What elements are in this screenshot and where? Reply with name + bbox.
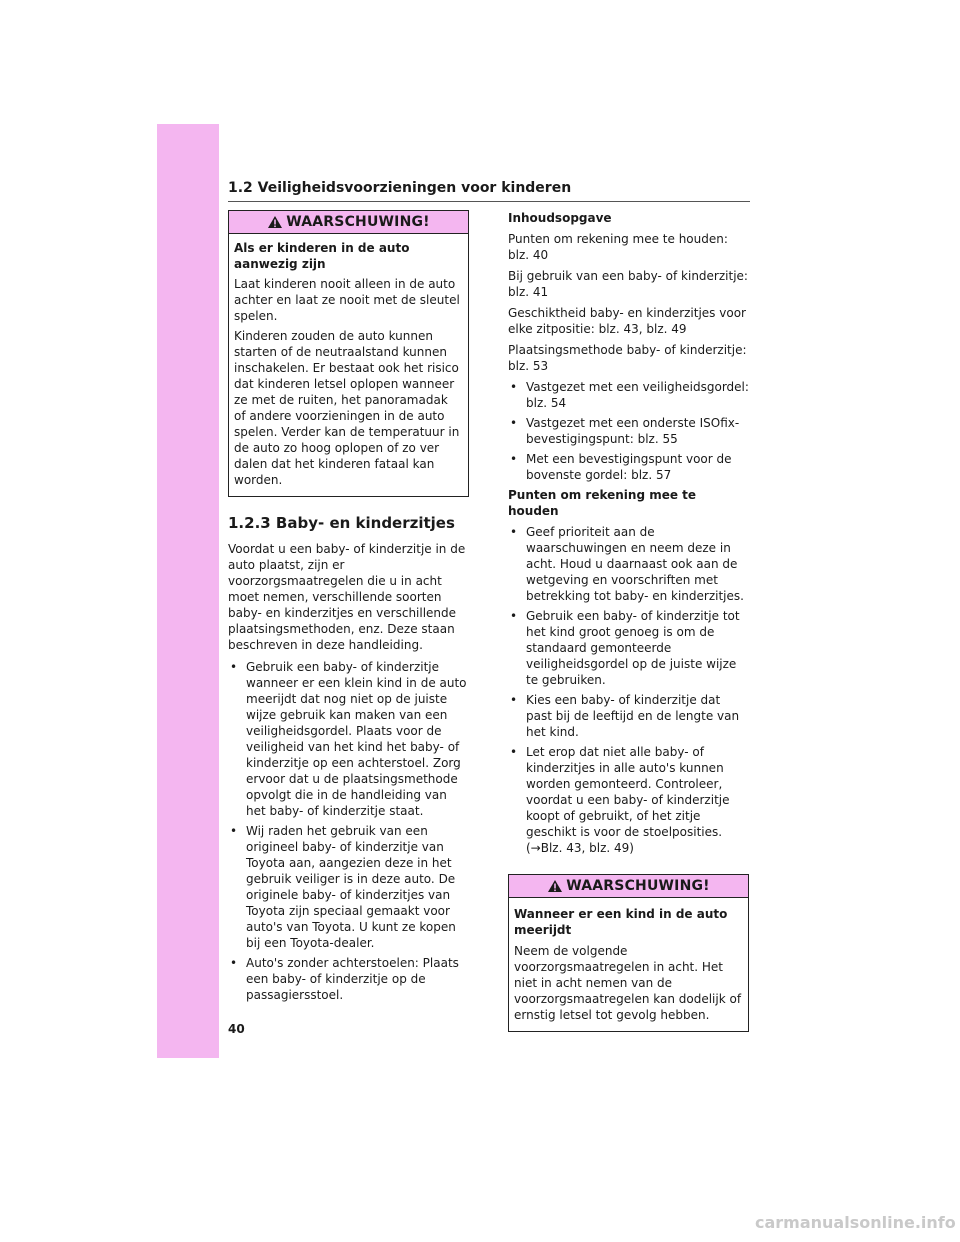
list-item: • Gebruik een baby- of kinderzitje wanneer er een klein kind in de auto meerijdt dat nog niet op de juiste wijze gebruik kan maken van een veiligheidsgordel. Plaats voor de veiligheid van het kind het baby- of kinderzitje op een achterstoel. Zorg ervoor dat u de plaatsingsmethode opvolgt die in de handleiding van het baby- of kinderzitje staat. <box>228 659 469 819</box>
warning-header <box>229 211 468 234</box>
list-item: • Gebruik een baby- of kinderzitje tot het kind groot genoeg is om de standaard gemonteerde veiligheidsgordel op de juiste wijze te gebruiken. <box>508 608 749 688</box>
warning-paragraph: Kinderen zouden de auto kunnen starten of de neutraalstand kunnen inschakelen. Er bestaat ook het risico dat kinderen letsel oplopen wanneer ze met de ruiten, het panoramadak of andere voorzieningen in de auto spelen. Verder kan de temperatuur in de auto zo hoog oplopen of zo ver dalen dat het kinderen fataal kan worden. <box>234 329 460 487</box>
right-column <box>508 210 749 1032</box>
warning-title: Wanneer er een kind in de auto meerijdt <box>514 907 728 937</box>
list-item: • Geef prioriteit aan de waarschuwingen en neem deze in acht. Houd u daarnaast ook aan de wetgeving en voorschriften met betrekking tot baby- en kinderzitjes. <box>508 524 749 604</box>
points-list <box>508 524 749 856</box>
warning-label: WAARSCHUWING! <box>286 214 430 230</box>
toc-link[interactable]: Plaatsingsmethode baby- of kinderzitje: blz. 53 <box>508 343 747 373</box>
warning-box <box>508 874 749 1032</box>
list-item: • Kies een baby- of kinderzitje dat past bij de leeftijd en de lengte van het kind. <box>508 692 749 740</box>
bullet-list <box>228 659 469 1003</box>
left-column <box>228 210 469 1007</box>
toc-link[interactable]: • Met een bevestigingspunt voor de bovenste gordel: blz. 57 <box>508 451 749 483</box>
warning-title: Als er kinderen in de auto aanwezig zijn <box>234 241 410 271</box>
toc-link[interactable]: • Vastgezet met een veiligheidsgordel: blz. 54 <box>508 379 749 411</box>
warning-label: WAARSCHUWING! <box>566 878 710 894</box>
warning-header <box>509 875 748 898</box>
points-title: Punten om rekening mee te houden <box>508 488 697 518</box>
toc-title: Inhoudsopgave <box>508 211 612 225</box>
intro-paragraph: Voordat u een baby- of kinderzitje in de auto plaatst, zijn er voorzorgsmaatregelen die u in acht moet nemen, verschillende soorten baby- en kinderzitjes en verschillende plaatsingsmethoden, enz. Deze staan beschreven in deze handleiding. <box>228 542 466 652</box>
subsection-heading: 1.2.3 Baby- en kinderzitjes <box>228 514 455 532</box>
warning-triangle-icon <box>547 879 563 893</box>
warning-paragraph: Laat kinderen nooit alleen in de auto achter en laat ze nooit met de sleutel spelen. <box>234 277 460 323</box>
warning-box <box>228 210 469 497</box>
page-number: 40 <box>228 1022 245 1036</box>
chapter-side-tab <box>157 124 219 1058</box>
list-item: • Wij raden het gebruik van een origineel baby- of kinderzitje van Toyota aan, aangezien deze in het gebruik veiliger is in deze auto. De originele baby- of kinderzitjes van Toyota zijn speciaal gemaakt voor auto's van Toyota. U kunt ze kopen bij een Toyota-dealer. <box>228 823 469 951</box>
toc-link[interactable]: • Vastgezet met een onderste ISOfix-bevestigingspunt: blz. 55 <box>508 415 749 447</box>
toc-link[interactable]: Geschiktheid baby- en kinderzitjes voor elke zitpositie: blz. 43, blz. 49 <box>508 306 746 336</box>
list-item: • Let erop dat niet alle baby- of kinderzitjes in alle auto's kunnen worden gemonteerd. Controleer, voordat u een baby- of kinderzitje koopt of gebruikt, of het zitje geschikt is voor de stoelposities. (→Blz. 43, blz. 49) <box>508 744 749 856</box>
toc-link[interactable]: Bij gebruik van een baby- of kinderzitje: blz. 41 <box>508 269 748 299</box>
section-header: 1.2 Veiligheidsvoorzieningen voor kinderen <box>228 180 750 202</box>
watermark: carmanualsonline.info <box>755 1213 956 1232</box>
toc-link[interactable]: Punten om rekening mee te houden: blz. 40 <box>508 232 728 262</box>
toc-sublist <box>508 379 749 483</box>
list-item: • Auto's zonder achterstoelen: Plaats een baby- of kinderzitje op de passagiersstoel. <box>228 955 469 1003</box>
warning-triangle-icon <box>267 215 283 229</box>
warning-paragraph: Neem de volgende voorzorgsmaatregelen in acht. Het niet in acht nemen van de voorzorgsmaatregelen kan dodelijk of ernstig letsel tot gevolg hebben. <box>514 944 742 1022</box>
